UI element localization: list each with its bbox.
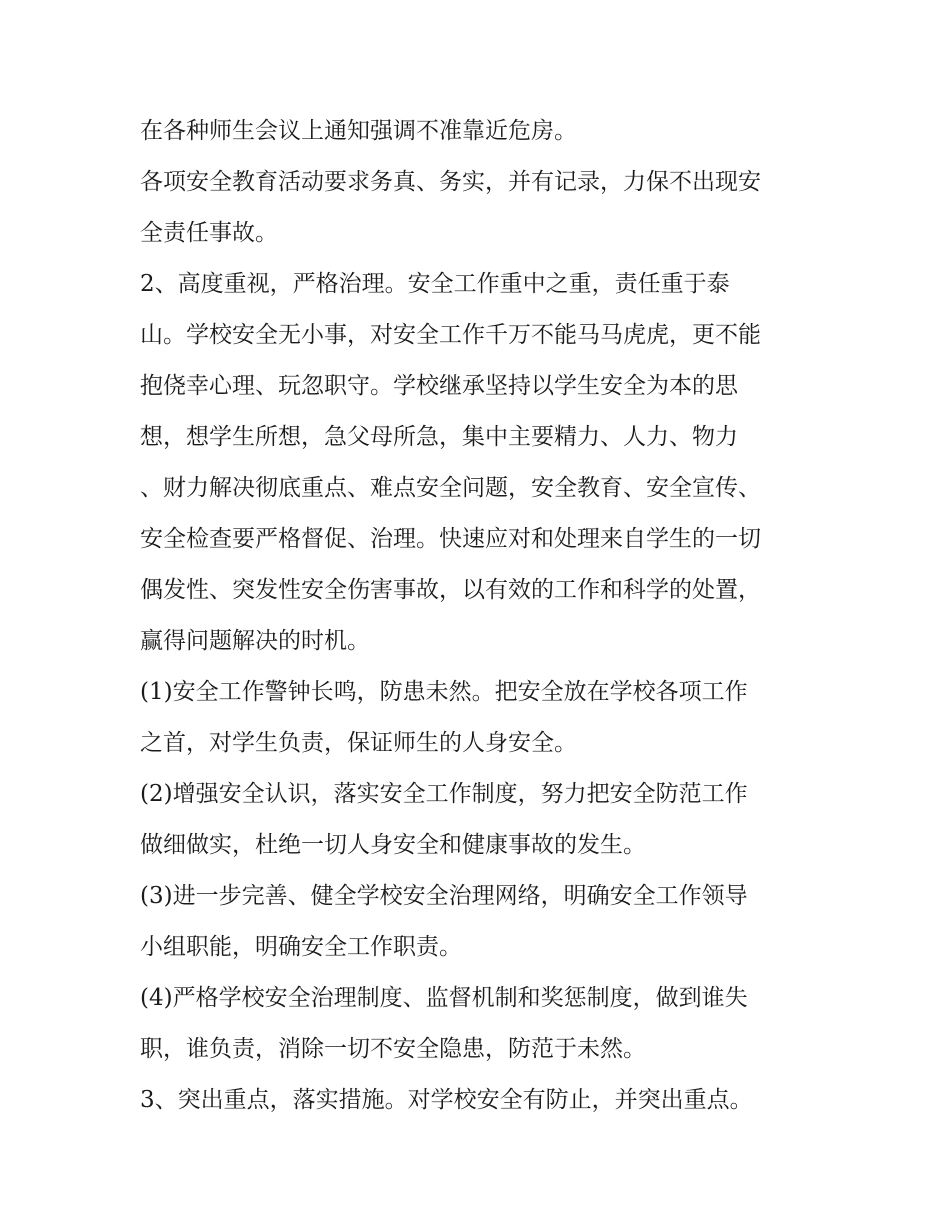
text-line: 、财力解决彻底重点、难点安全问题，安全教育、安全宣传、 — [140, 475, 761, 501]
text-line: 做细做实，杜绝一切人身安全和健康事故的发生。 — [140, 832, 646, 858]
document-body — [140, 106, 820, 1126]
text-line: 偶发性、突发性安全伤害事故，以有效的工作和科学的处置， — [140, 577, 761, 603]
text-line: 之首，对学生负责，保证师生的人身安全。 — [140, 730, 577, 756]
text-line: 山。学校安全无小事，对安全工作千万不能马马虎虎，更不能 — [140, 322, 761, 348]
text-line: 小组职能，明确安全工作职责。 — [140, 934, 462, 960]
text-line: 各项安全教育活动要求务真、务实，并有记录，力保不出现安 — [140, 169, 761, 195]
text-line: 抱侥幸心理、玩忽职守。学校继承坚持以学生安全为本的思 — [140, 373, 738, 399]
text-line: 2、高度重视，严格治理。安全工作重中之重，责任重于泰 — [140, 271, 730, 297]
text-line: (4)严格学校安全治理制度、监督机制和奖惩制度，做到谁失 — [140, 985, 748, 1011]
text-line: 全责任事故。 — [140, 220, 278, 246]
text-line: 赢得问题解决的时机。 — [140, 628, 370, 654]
text-line: 安全检查要严格督促、治理。快速应对和处理来自学生的一切 — [140, 526, 761, 552]
text-line: (2)增强安全认识，落实安全工作制度，努力把安全防范工作 — [140, 781, 748, 807]
text-line: 想，想学生所想，急父母所急，集中主要精力、人力、物力 — [140, 424, 738, 450]
text-line: (3)进一步完善、健全学校安全治理网络，明确安全工作领导 — [140, 883, 748, 909]
text-line: 3、突出重点，落实措施。对学校安全有防止，并突出重点。 — [140, 1087, 753, 1113]
text-line: 在各种师生会议上通知强调不准靠近危房。 — [140, 118, 577, 144]
text-line: 职，谁负责，消除一切不安全隐患，防范于未然。 — [140, 1036, 646, 1062]
text-line: (1)安全工作警钟长鸣，防患未然。把安全放在学校各项工作 — [140, 679, 748, 705]
